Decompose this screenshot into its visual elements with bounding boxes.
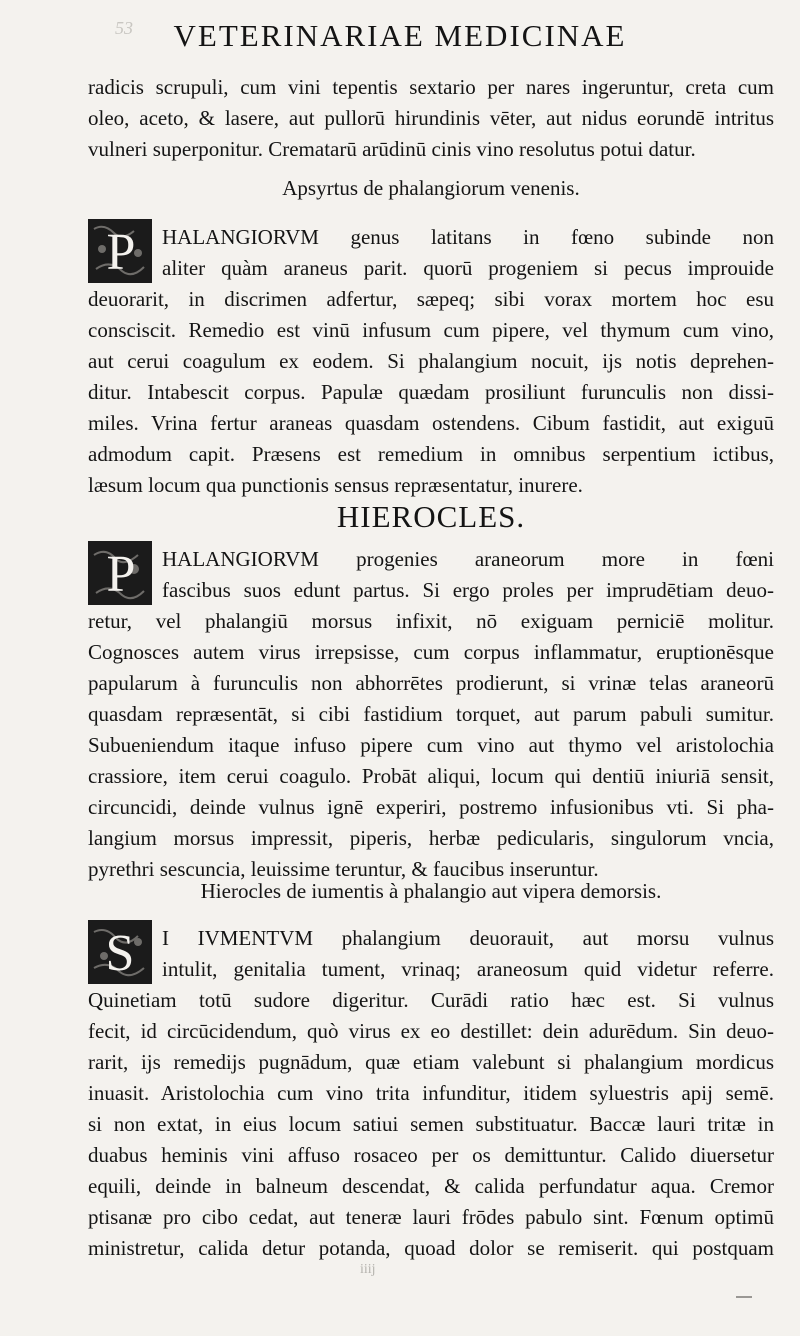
text-line: HALANGIORVM genus latitans in fœno subinde non bbox=[162, 225, 774, 249]
paragraph-iumentis bbox=[88, 923, 774, 1264]
corner-mark bbox=[736, 1296, 752, 1298]
text-line: fecit, id circūcidendum, quò virus ex eo destillet: dein adurēdum. Sin deuo- bbox=[88, 1019, 774, 1043]
text-line: ditur. Intabescit corpus. Papulæ quædam prosiliunt furunculis non dissi- bbox=[88, 380, 774, 404]
text-line: oleo, aceto, & lasere, aut pullorū hirundinis vēter, aut nidus eorundē intritus bbox=[88, 106, 774, 130]
text-line: inuasit. Aristolochia cum vino trita infunditur, itidem syluestris apij semē. bbox=[88, 1081, 774, 1105]
text-line: læsum locum qua punctionis sensus repræsentatur, inurere. bbox=[88, 473, 583, 497]
section-title-hierocles: HIEROCLES. bbox=[336, 499, 526, 534]
text-line: circuncidi, deinde vulnus ignē experiri, postremo infusionibus vti. Si pha- bbox=[88, 795, 774, 819]
paragraph-1 bbox=[88, 72, 774, 165]
text-line: langium morsus impressit, piperis, herbæ pedicularis, singulorum vncia, bbox=[88, 826, 774, 850]
svg-text:P: P bbox=[106, 546, 136, 603]
signature-mark-ghost: iiij bbox=[360, 1262, 376, 1277]
text-line: admodum capit. Præsens est remedium in omnibus serpentium ictibus, bbox=[88, 442, 774, 466]
text-line: deuorarit, in discrimen adfertur, sæpeq; sibi vorax mortem hoc esu bbox=[88, 287, 774, 311]
text-line: I IVMENTVM phalangium deuorauit, aut morsu vulnus bbox=[162, 926, 774, 950]
text-line: aut cerui coagulum ex eodem. Si phalangium nocuit, ijs notis deprehen- bbox=[88, 349, 774, 373]
page-number-ghost: 53 bbox=[115, 18, 133, 38]
paragraph-apsyrtus bbox=[88, 222, 774, 501]
svg-text:P: P bbox=[106, 224, 136, 281]
text-line: Subueniendum itaque infuso pipere cum vino aut thymo vel aristolochia bbox=[88, 733, 774, 757]
text-line: retur, vel phalangiū morsus infixit, nō exiguam perniciē molitur. bbox=[88, 609, 774, 633]
text-line: ptisanæ pro cibo cedat, aut teneræ lauri frōdes pabulo sint. Fœnum optimū bbox=[88, 1205, 774, 1229]
text-line: rarit, ijs remedijs pugnādum, quæ etiam valebunt si phalangium mordicus bbox=[88, 1050, 774, 1074]
text-line: papularum à furunculis non abhorrētes prodierunt, si vrinæ telas araneorū bbox=[88, 671, 774, 695]
heading-hierocles-iumentis: Hierocles de iumentis à phalangio aut vipera demorsis. bbox=[200, 879, 662, 903]
text-line: HALANGIORVM progenies araneorum more in fœni bbox=[162, 547, 774, 571]
text-line: vulneri superponitur. Crematarū arūdinū cinis vino resolutus potui datur. bbox=[88, 137, 696, 161]
text-line: crassiore, item cerui coagulo. Probāt aliqui, locum qui dentiū iniuriā sensit, bbox=[88, 764, 774, 788]
heading-apsyrtus: Apsyrtus de phalangiorum venenis. bbox=[282, 176, 580, 200]
text-line: consciscit. Remedio est vinū infusum cum pipere, vel thymum cum vino, bbox=[88, 318, 774, 342]
text-line: radicis scrupuli, cum vini tepentis sextario per nares ingeruntur, creta cum bbox=[88, 75, 774, 99]
text-line: Cognosces autem virus irrepsisse, cum corpus inflammatur, eruptionēsque bbox=[88, 640, 774, 664]
text-line: miles. Vrina fertur araneas quasdam ostendens. Cibum fastidit, aut exiguū bbox=[88, 411, 774, 435]
text-line: aliter quàm araneus parit. quorū progeniem si pecus improuide bbox=[162, 256, 774, 280]
text-line: fascibus suos edunt partus. Si ergo proles per imprudētiam deuo- bbox=[162, 578, 774, 602]
text-line: intulit, genitalia tument, vrinaq; araneosum quid videtur referre. bbox=[162, 957, 774, 981]
running-head: VETERINARIAE MEDICINAE bbox=[173, 18, 627, 53]
text-line: duabus heminis vini affuso rosaceo per os demittuntur. Calido diuersetur bbox=[88, 1143, 774, 1167]
text-line: ministretur, calida detur potanda, quoad dolor se remiserit. qui postquam bbox=[88, 1236, 774, 1260]
text-line: Quinetiam totū sudore digeritur. Curādi ratio hæc est. Si vulnus bbox=[88, 988, 774, 1012]
text-line: pyrethri sescuncia, leuissime teruntur, & faucibus inseruntur. bbox=[88, 857, 599, 881]
svg-text:S: S bbox=[105, 925, 135, 982]
paragraph-hierocles bbox=[88, 544, 774, 885]
text-line: equili, deinde in balneum descendat, & calida perfundatur aqua. Cremor bbox=[88, 1174, 774, 1198]
text-line: si non extat, in eius locum satiui semen substituatur. Baccæ lauri tritæ in bbox=[88, 1112, 774, 1136]
text-line: quasdam repræsentāt, si cibi fastidium torquet, aut parum pabuli sumitur. bbox=[88, 702, 774, 726]
